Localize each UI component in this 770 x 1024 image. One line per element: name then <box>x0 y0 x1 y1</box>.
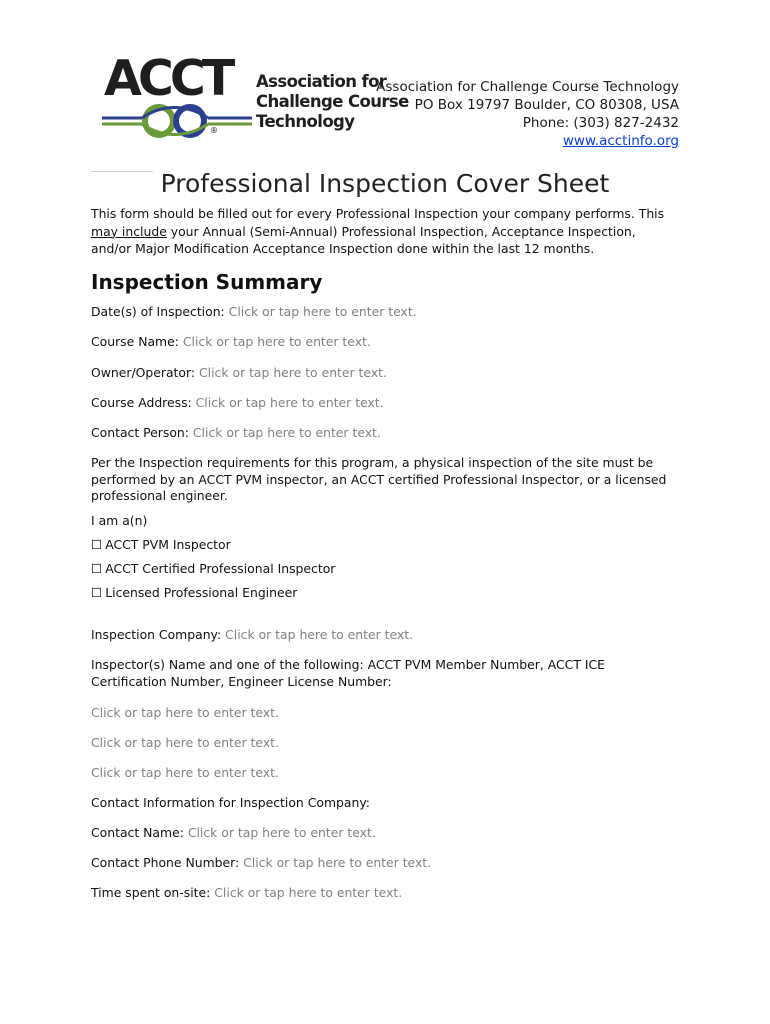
time-on-site-input[interactable]: Click or tap here to enter text. <box>214 885 403 900</box>
acct-logo <box>102 50 412 140</box>
i-am-label: I am a(n) <box>91 513 148 528</box>
section-heading: Inspection Summary <box>91 270 323 294</box>
dates-input[interactable]: Click or tap here to enter text. <box>228 304 417 319</box>
checkbox-icon[interactable]: ☐ <box>91 585 103 600</box>
option-engineer[interactable]: ☐ Licensed Professional Engineer <box>91 585 298 600</box>
contact-name-input[interactable]: Click or tap here to enter text. <box>187 825 376 840</box>
course-name-input[interactable]: Click or tap here to enter text. <box>182 334 371 349</box>
contact-person-input[interactable]: Click or tap here to enter text. <box>192 425 381 440</box>
inspector-input-1[interactable]: Click or tap here to enter text. <box>91 705 279 720</box>
inspector-paragraph: Inspector(s) Name and one of the following: ACCT PVM Member Number, ACCT ICE Certification Number, Engineer License Number: <box>91 657 605 689</box>
course-name-field: Course Name: Click or tap here to enter text. <box>91 334 371 349</box>
checkbox-icon[interactable]: ☐ <box>91 561 103 576</box>
logo-knot-icon <box>102 100 262 140</box>
org-name: Association for Challenge Course Technology <box>376 79 679 95</box>
inspection-company-input[interactable]: Click or tap here to enter text. <box>225 627 414 642</box>
option-certified[interactable]: ☐ ACCT Certified Professional Inspector <box>91 561 336 576</box>
inspector-input-3[interactable]: Click or tap here to enter text. <box>91 765 279 780</box>
requirement-paragraph: Per the Inspection requirements for this program, a physical inspection of the site must be performed by an ACCT PVM inspector, an ACCT certified Professional Inspector, or a licensed professional engineer. <box>91 455 667 504</box>
course-address-field: Course Address: Click or tap here to enter text. <box>91 395 384 410</box>
owner-input[interactable]: Click or tap here to enter text. <box>199 365 387 380</box>
owner-field: Owner/Operator: Click or tap here to enter text. <box>91 365 387 380</box>
inspector-input-2[interactable]: Click or tap here to enter text. <box>91 735 279 750</box>
po-box: PO Box 19797 Boulder, CO 80308, USA <box>414 97 679 113</box>
website-link[interactable]: www.acctinfo.org <box>562 133 679 149</box>
contact-phone-input[interactable]: Click or tap here to enter text. <box>243 855 432 870</box>
contact-phone-field: Contact Phone Number: Click or tap here to enter text. <box>91 855 432 870</box>
option-pvm[interactable]: ☐ ACCT PVM Inspector <box>91 537 231 552</box>
logo-wordmark: ACCT <box>104 50 232 107</box>
contact-person-field: Contact Person: Click or tap here to enter text. <box>91 425 381 440</box>
dates-field: Date(s) of Inspection: Click or tap here to enter text. <box>91 304 417 319</box>
contact-name-field: Contact Name: Click or tap here to enter text. <box>91 825 376 840</box>
time-on-site-field: Time spent on-site: Click or tap here to enter text. <box>91 885 403 900</box>
address-block <box>376 78 679 150</box>
inspection-company-field: Inspection Company: Click or tap here to enter text. <box>91 627 414 642</box>
course-address-input[interactable]: Click or tap here to enter text. <box>195 395 384 410</box>
registered-mark: ® <box>210 126 218 135</box>
checkbox-icon[interactable]: ☐ <box>91 537 103 552</box>
page-title: Professional Inspection Cover Sheet <box>160 169 610 198</box>
intro-paragraph: This form should be filled out for every Professional Inspection your company performs. This may include your Annual (Semi-Annual) Professional Inspection, Acceptance Inspection, and/or Major Modification Acceptance Inspection done within the last 12 months. <box>91 206 665 256</box>
logo-org-name: Association for Challenge Course Technology <box>256 72 409 131</box>
phone: Phone: (303) 827-2432 <box>522 115 679 131</box>
contact-info-heading: Contact Information for Inspection Company: <box>91 795 370 810</box>
